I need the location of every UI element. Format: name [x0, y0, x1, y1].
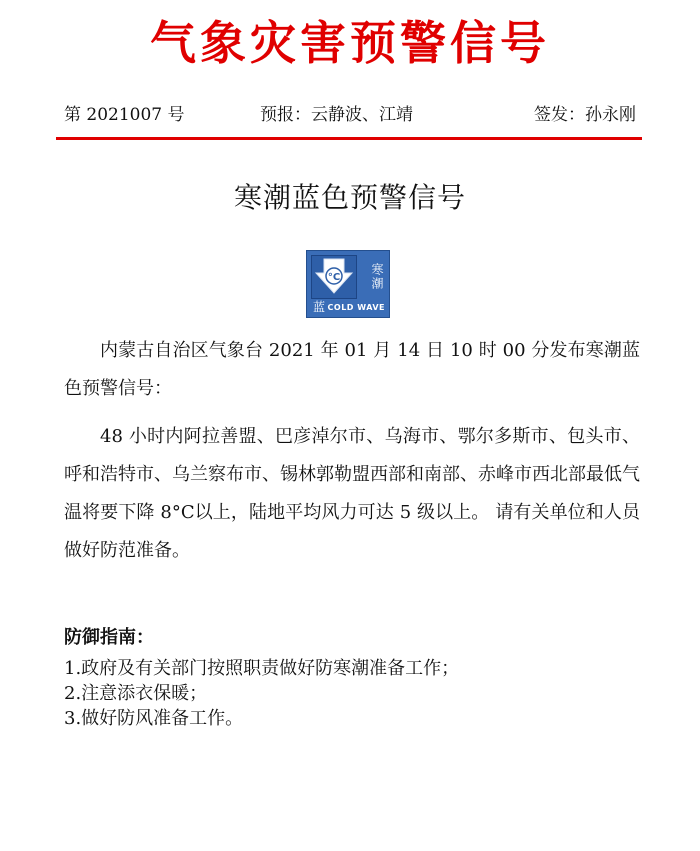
document-title: 寒潮蓝色预警信号 [233, 181, 466, 214]
warning-detail-paragraph: 48 小时内阿拉善盟、巴彦淖尔市、乌海市、鄂尔多斯市、包头市、呼和浩特市、乌兰察布市、锡林郭勒盟西部和南部、赤峰市西北部最低气温将要下降 8°C以上，陆地平均风力可达 5 级以上。 请有关单位和人员做好防范准备。 [64, 426, 640, 561]
defense-guide [64, 625, 640, 731]
celsius-unit: °C [327, 272, 341, 283]
list-item: 2.注意添衣保暖； [64, 683, 208, 704]
badge-side-label: 寒潮 [370, 263, 384, 291]
guide-list [64, 656, 640, 731]
signer: 签发：孙永刚 [534, 105, 636, 125]
header-divider [56, 137, 642, 140]
guide-heading: 防御指南： [64, 627, 154, 648]
list-item: 1.政府及有关部门按照职责做好防寒潮准备工作； [64, 658, 460, 679]
list-item: 3.做好防风准备工作。 [64, 708, 244, 729]
header-title: 气象灾害预警信号 [150, 16, 550, 70]
document-meta-row [64, 102, 636, 128]
badge-level-char: 蓝 [313, 300, 326, 314]
badge-code: COLD WAVE [327, 303, 385, 312]
down-arrow-icon [312, 256, 356, 298]
issue-number: 第 2021007 号 [64, 105, 185, 125]
cold-wave-blue-warning-icon [306, 250, 390, 318]
thermometer-arrow-icon [311, 255, 357, 299]
issuance-paragraph: 内蒙古自治区气象台 2021 年 01 月 14 日 10 时 00 分发布寒潮蓝色预警信号： [64, 340, 640, 399]
forecasters: 预报：云静波、江靖 [260, 105, 413, 125]
